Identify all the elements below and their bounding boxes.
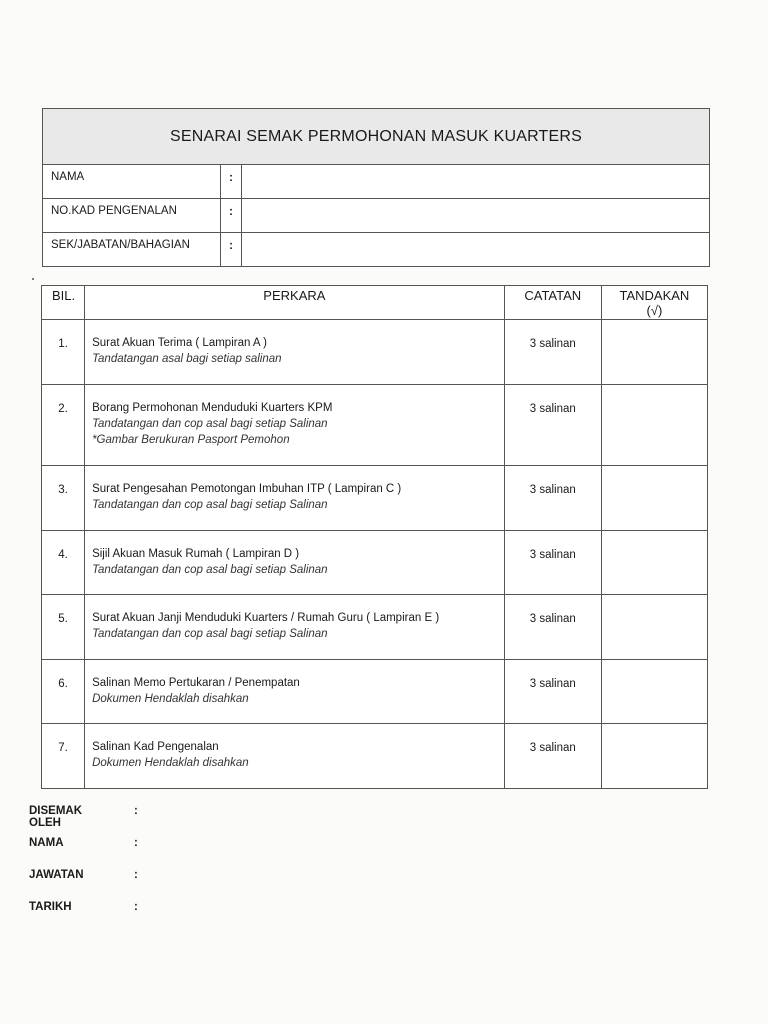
table-row [42, 466, 708, 531]
applicant-info-box [42, 108, 710, 267]
tick-box[interactable] [601, 466, 707, 531]
row-number: 5. [42, 595, 85, 660]
tick-box[interactable] [601, 660, 707, 724]
item-description [85, 660, 505, 724]
item-note: Dokumen Hendaklah disahkan [92, 757, 249, 769]
table-header-row [42, 286, 708, 320]
item-catatan: 3 salinan [504, 320, 601, 385]
checklist-table [41, 285, 708, 789]
tandakan-label: TANDAKAN [619, 288, 690, 303]
info-colon: : [221, 165, 242, 198]
row-number: 7. [42, 724, 85, 789]
item-note: Tandatangan dan cop asal bagi setiap Salinan [92, 564, 328, 576]
column-header-tandakan [601, 286, 707, 320]
item-catatan: 3 salinan [504, 466, 601, 531]
column-header-bil: BIL. [42, 286, 85, 320]
footer-label: DISEMAK OLEH [29, 805, 83, 829]
info-value-field[interactable] [242, 233, 709, 266]
info-row-ic-number [43, 199, 709, 233]
footer-colon: : [134, 837, 138, 849]
info-label: SEK/JABATAN/BAHAGIAN [43, 233, 221, 266]
info-colon: : [221, 199, 242, 232]
item-description [85, 385, 505, 466]
tick-box[interactable] [601, 320, 707, 385]
table-row [42, 320, 708, 385]
footer-colon: : [134, 805, 138, 817]
item-note: Tandatangan dan cop asal bagi setiap Salinan [92, 628, 328, 640]
table-row [42, 595, 708, 660]
row-number: 2. [42, 385, 85, 466]
item-title: Borang Permohonan Menduduki Kuarters KPM [92, 402, 333, 414]
item-note: Tandatangan dan cop asal bagi setiap Salinan [92, 499, 328, 511]
item-catatan: 3 salinan [504, 724, 601, 789]
footer-label: NAMA [29, 837, 64, 849]
item-note: Dokumen Hendaklah disahkan [92, 693, 249, 705]
tick-box[interactable] [601, 385, 707, 466]
info-value-field[interactable] [242, 199, 709, 232]
table-row [42, 385, 708, 466]
column-header-perkara: PERKARA [85, 286, 505, 320]
info-label: NO.KAD PENGENALAN [43, 199, 221, 232]
item-title: Salinan Kad Pengenalan [92, 741, 219, 753]
footer-colon: : [134, 901, 138, 913]
row-number: 4. [42, 531, 85, 595]
item-description [85, 466, 505, 531]
footer-label: TARIKH [29, 901, 72, 913]
row-number: 6. [42, 660, 85, 724]
item-title: Salinan Memo Pertukaran / Penempatan [92, 677, 300, 689]
item-catatan: 3 salinan [504, 595, 601, 660]
item-title: Surat Akuan Terima ( Lampiran A ) [92, 337, 267, 349]
info-colon: : [221, 233, 242, 266]
info-row-nama [43, 165, 709, 199]
item-catatan: 3 salinan [504, 660, 601, 724]
footer-label: JAWATAN [29, 869, 84, 881]
column-header-catatan: CATATAN [504, 286, 601, 320]
info-value-field[interactable] [242, 165, 709, 198]
document-title: SENARAI SEMAK PERMOHONAN MASUK KUARTERS [43, 109, 709, 165]
item-title: Sijil Akuan Masuk Rumah ( Lampiran D ) [92, 548, 300, 560]
row-number: 3. [42, 466, 85, 531]
scan-speck [32, 278, 34, 280]
table-row [42, 660, 708, 724]
item-note: Tandatangan asal bagi setiap salinan [92, 353, 282, 365]
tick-symbol: (√) [646, 303, 663, 318]
table-row [42, 724, 708, 789]
info-row-department [43, 233, 709, 266]
footer-colon: : [134, 869, 138, 881]
tick-box[interactable] [601, 531, 707, 595]
item-note: *Gambar Berukuran Pasport Pemohon [92, 434, 290, 446]
tick-box[interactable] [601, 595, 707, 660]
tick-box[interactable] [601, 724, 707, 789]
item-title: Surat Pengesahan Pemotongan Imbuhan ITP ( Lampiran C ) [92, 483, 402, 495]
item-description [85, 531, 505, 595]
table-row [42, 531, 708, 595]
item-note: Tandatangan dan cop asal bagi setiap Salinan [92, 418, 328, 430]
item-description [85, 595, 505, 660]
item-catatan: 3 salinan [504, 385, 601, 466]
row-number: 1. [42, 320, 85, 385]
item-catatan: 3 salinan [504, 531, 601, 595]
item-description [85, 724, 505, 789]
info-label: NAMA [43, 165, 221, 198]
item-title: Surat Akuan Janji Menduduki Kuarters / Rumah Guru ( Lampiran E ) [92, 612, 440, 624]
item-description [85, 320, 505, 385]
